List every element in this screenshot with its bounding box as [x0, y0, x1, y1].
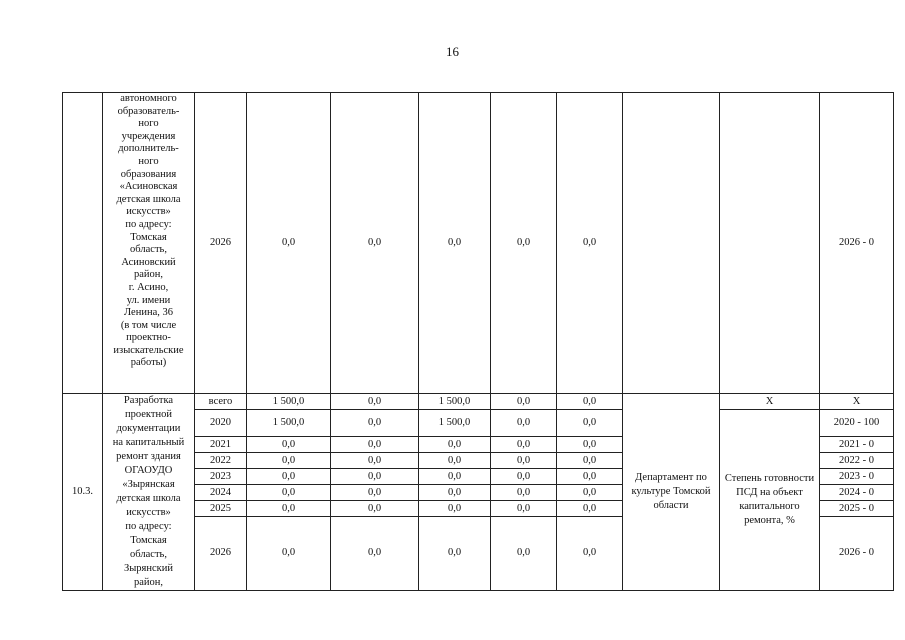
value-cell: 0,0: [419, 485, 491, 501]
description-cell: [103, 394, 195, 591]
value-cell: 0,0: [557, 485, 623, 501]
page-number: 16: [446, 44, 459, 59]
value-cell: 0,0: [491, 437, 557, 453]
description-line: проектной: [125, 409, 172, 420]
value-cell: 0,0: [491, 93, 557, 394]
year-cell: 2022: [195, 453, 247, 469]
value-cell: 0,0: [247, 453, 331, 469]
description-line: ул. имени: [126, 294, 171, 306]
responsible-cell: Департамент по культуре Томской области: [623, 394, 720, 591]
value-cell: 0,0: [331, 485, 419, 501]
value-cell: 0,0: [331, 469, 419, 485]
value-cell: 0,0: [491, 394, 557, 410]
value-cell: 0,0: [419, 93, 491, 394]
description-line: область,: [130, 549, 167, 560]
value-cell: 0,0: [557, 453, 623, 469]
description-line: искусств»: [126, 206, 171, 218]
description-line: образователь-: [117, 105, 180, 117]
responsible-cell: [623, 93, 720, 394]
value-cell: 1 500,0: [419, 394, 491, 410]
target-cell: 2020 - 100: [820, 410, 894, 437]
target-cell: Х: [820, 394, 894, 410]
description-line: г. Асино,: [128, 281, 169, 293]
description-line: Асиновский: [121, 256, 176, 268]
value-cell: 0,0: [491, 501, 557, 517]
budget-table: [62, 92, 894, 591]
year-cell: 2025: [195, 501, 247, 517]
value-cell: 0,0: [491, 469, 557, 485]
value-cell: 0,0: [491, 517, 557, 591]
year-cell: 2026: [195, 517, 247, 591]
description-line: детская школа: [116, 493, 181, 504]
indicator-cell: Степень готовности ПСД на объект капитального ремонта, %: [720, 410, 820, 591]
value-cell: 0,0: [557, 410, 623, 437]
target-cell: 2021 - 0: [820, 437, 894, 453]
value-cell: 0,0: [247, 437, 331, 453]
description-line: Зырянский: [123, 563, 173, 574]
description-line: проектно-: [126, 332, 171, 344]
description-line: на капитальный: [112, 437, 185, 448]
description-line: (в том числе: [120, 319, 177, 331]
description-line: ОГАОУДО: [124, 465, 173, 476]
value-cell: 0,0: [419, 453, 491, 469]
value-cell: 0,0: [557, 93, 623, 394]
value-cell: 0,0: [419, 501, 491, 517]
table-row: [63, 394, 894, 410]
row-number-cell: 10.3.: [63, 394, 103, 591]
description-line: область,: [130, 244, 167, 256]
year-cell: 2026: [195, 93, 247, 394]
target-cell: 2022 - 0: [820, 453, 894, 469]
indicator-cell: [720, 93, 820, 394]
value-cell: 0,0: [247, 469, 331, 485]
description-line: по адресу:: [125, 218, 172, 230]
description-line: район,: [133, 269, 164, 281]
description-line: детская школа: [116, 193, 181, 205]
value-cell: 0,0: [557, 469, 623, 485]
year-cell: 2024: [195, 485, 247, 501]
value-cell: 0,0: [247, 93, 331, 394]
row-number-cell: [63, 93, 103, 394]
description-line: учреждения: [121, 130, 176, 142]
value-cell: 0,0: [247, 517, 331, 591]
description-line: работы): [130, 357, 167, 369]
target-cell: 2025 - 0: [820, 501, 894, 517]
description-cell: [103, 93, 195, 394]
value-cell: 1 500,0: [247, 394, 331, 410]
value-cell: 0,0: [557, 517, 623, 591]
description-line: Ленина, 36: [124, 307, 173, 319]
description-line: дополнитель-: [118, 143, 179, 155]
target-cell: 2026 - 0: [820, 517, 894, 591]
target-cell: 2024 - 0: [820, 485, 894, 501]
value-cell: 1 500,0: [419, 410, 491, 437]
value-cell: 0,0: [557, 394, 623, 410]
description-line: «Зырянская: [122, 479, 175, 490]
description-line: образования: [120, 168, 177, 180]
value-cell: 0,0: [331, 437, 419, 453]
value-cell: 0,0: [491, 453, 557, 469]
value-cell: 0,0: [331, 410, 419, 437]
value-cell: 0,0: [419, 469, 491, 485]
description-line: по адресу:: [125, 521, 172, 532]
description-line: Томская: [130, 231, 167, 243]
value-cell: 0,0: [557, 501, 623, 517]
value-cell: 0,0: [331, 93, 419, 394]
value-cell: 0,0: [419, 437, 491, 453]
value-cell: 0,0: [419, 517, 491, 591]
description-line: изыскательские: [113, 344, 184, 356]
value-cell: 0,0: [247, 501, 331, 517]
description-line: искусств»: [126, 507, 171, 518]
value-cell: 0,0: [331, 394, 419, 410]
value-cell: 0,0: [331, 453, 419, 469]
description-line: Разработка: [123, 395, 174, 406]
description-line: Томская: [130, 535, 167, 546]
year-cell: 2023: [195, 469, 247, 485]
value-cell: 0,0: [247, 485, 331, 501]
description-line: «Асиновская: [119, 181, 178, 193]
target-cell: 2026 - 0: [820, 93, 894, 394]
value-cell: 0,0: [331, 501, 419, 517]
description-line: ремонт здания: [116, 451, 181, 462]
value-cell: 1 500,0: [247, 410, 331, 437]
target-cell: 2023 - 0: [820, 469, 894, 485]
year-cell: 2021: [195, 437, 247, 453]
description-line: ного: [138, 118, 159, 130]
value-cell: 0,0: [331, 517, 419, 591]
value-cell: 0,0: [491, 485, 557, 501]
year-cell: 2020: [195, 410, 247, 437]
value-cell: 0,0: [491, 410, 557, 437]
value-cell: 0,0: [557, 437, 623, 453]
description-line: автономного: [120, 93, 177, 104]
description-line: документации: [116, 423, 181, 434]
description-line: район,: [133, 577, 164, 588]
table-row: [63, 93, 894, 394]
description-line: ного: [138, 155, 159, 167]
indicator-total-cell: Х: [720, 394, 820, 410]
year-cell: всего: [195, 394, 247, 410]
